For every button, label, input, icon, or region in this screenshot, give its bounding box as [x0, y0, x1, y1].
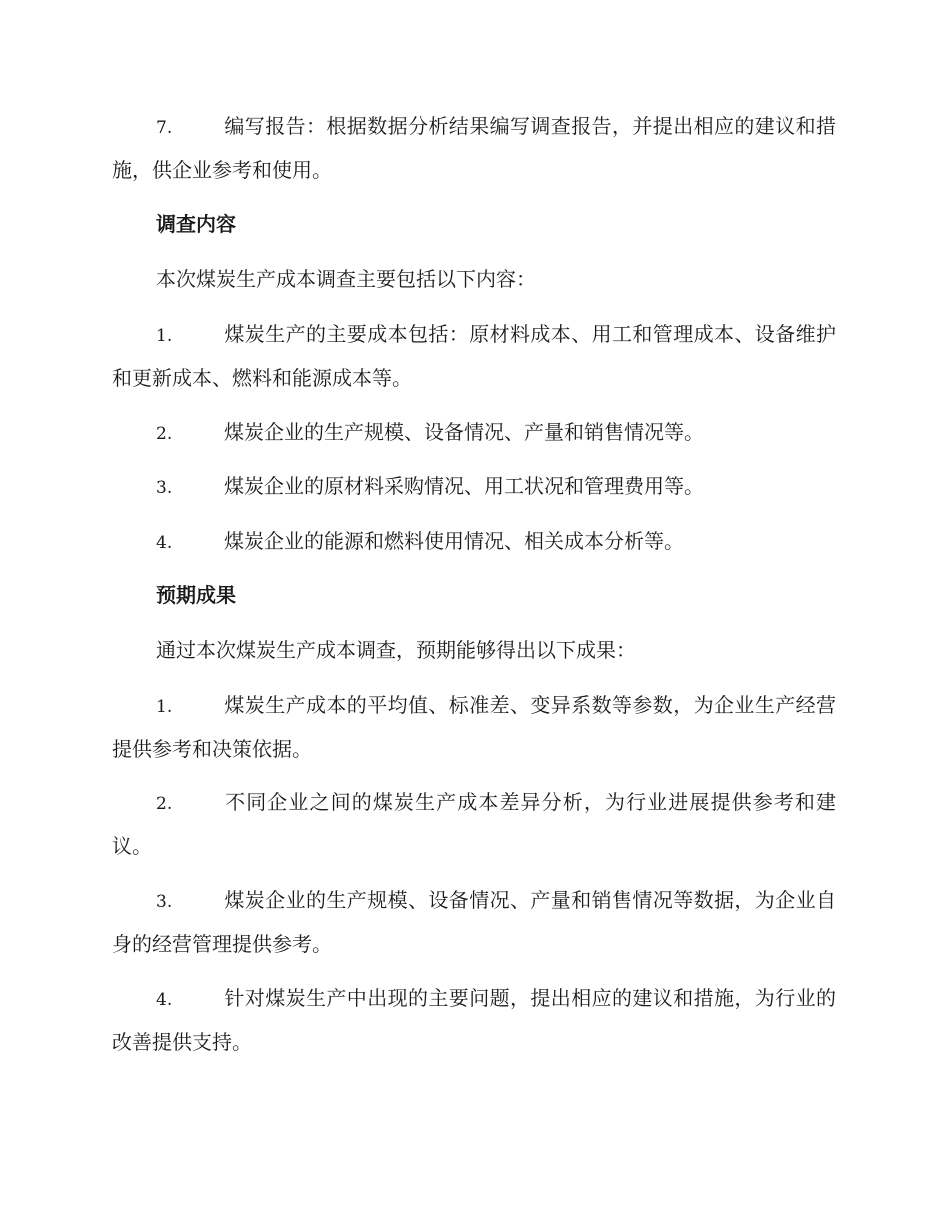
list-number: 7. — [156, 118, 173, 138]
list-text: 针对煤炭生产中出现的主要问题，提出相应的建议和措施，为行业的改善提供支持。 — [112, 986, 836, 1054]
list-text: 煤炭企业的能源和燃料使用情况、相关成本分析等。 — [224, 529, 684, 553]
list-item — [112, 520, 836, 564]
list-number: 2. — [156, 794, 173, 814]
list-item — [112, 879, 836, 965]
list-item — [112, 313, 836, 399]
list-text: 煤炭生产成本的平均值、标准差、变异系数等参数，为企业生产经营提供参考和决策依据。 — [112, 693, 836, 761]
list-text: 煤炭企业的生产规模、设备情况、产量和销售情况等数据，为企业自身的经营管理提供参考。 — [112, 888, 836, 956]
list-number: 1. — [156, 697, 173, 717]
list-text: 煤炭生产的主要成本包括：原材料成本、用工和管理成本、设备维护和更新成本、燃料和能源成本等。 — [112, 322, 836, 390]
list-item — [112, 411, 836, 455]
section-heading: 调查内容 — [156, 212, 236, 236]
list-number: 3. — [156, 892, 173, 912]
list-text: 编写报告：根据数据分析结果编写调查报告，并提出相应的建议和措施，供企业参考和使用。 — [112, 114, 836, 182]
list-text: 煤炭企业的原材料采购情况、用工状况和管理费用等。 — [224, 474, 704, 498]
list-number: 1. — [156, 326, 173, 346]
section-intro: 通过本次煤炭生产成本调查，预期能够得出以下成果： — [156, 638, 636, 662]
list-item — [112, 465, 836, 509]
list-number: 4. — [156, 990, 173, 1010]
list-item — [112, 781, 836, 867]
list-text: 煤炭企业的生产规模、设备情况、产量和销售情况等。 — [224, 420, 704, 444]
section-heading: 预期成果 — [156, 583, 236, 607]
list-number: 2. — [156, 424, 173, 444]
list-number: 4. — [156, 533, 173, 553]
section-intro: 本次煤炭生产成本调查主要包括以下内容： — [156, 267, 536, 291]
list-text: 不同企业之间的煤炭生产成本差异分析，为行业进展提供参考和建议。 — [112, 790, 836, 858]
list-item — [112, 105, 836, 191]
list-item — [112, 977, 836, 1063]
list-number: 3. — [156, 478, 173, 498]
list-item — [112, 684, 836, 770]
